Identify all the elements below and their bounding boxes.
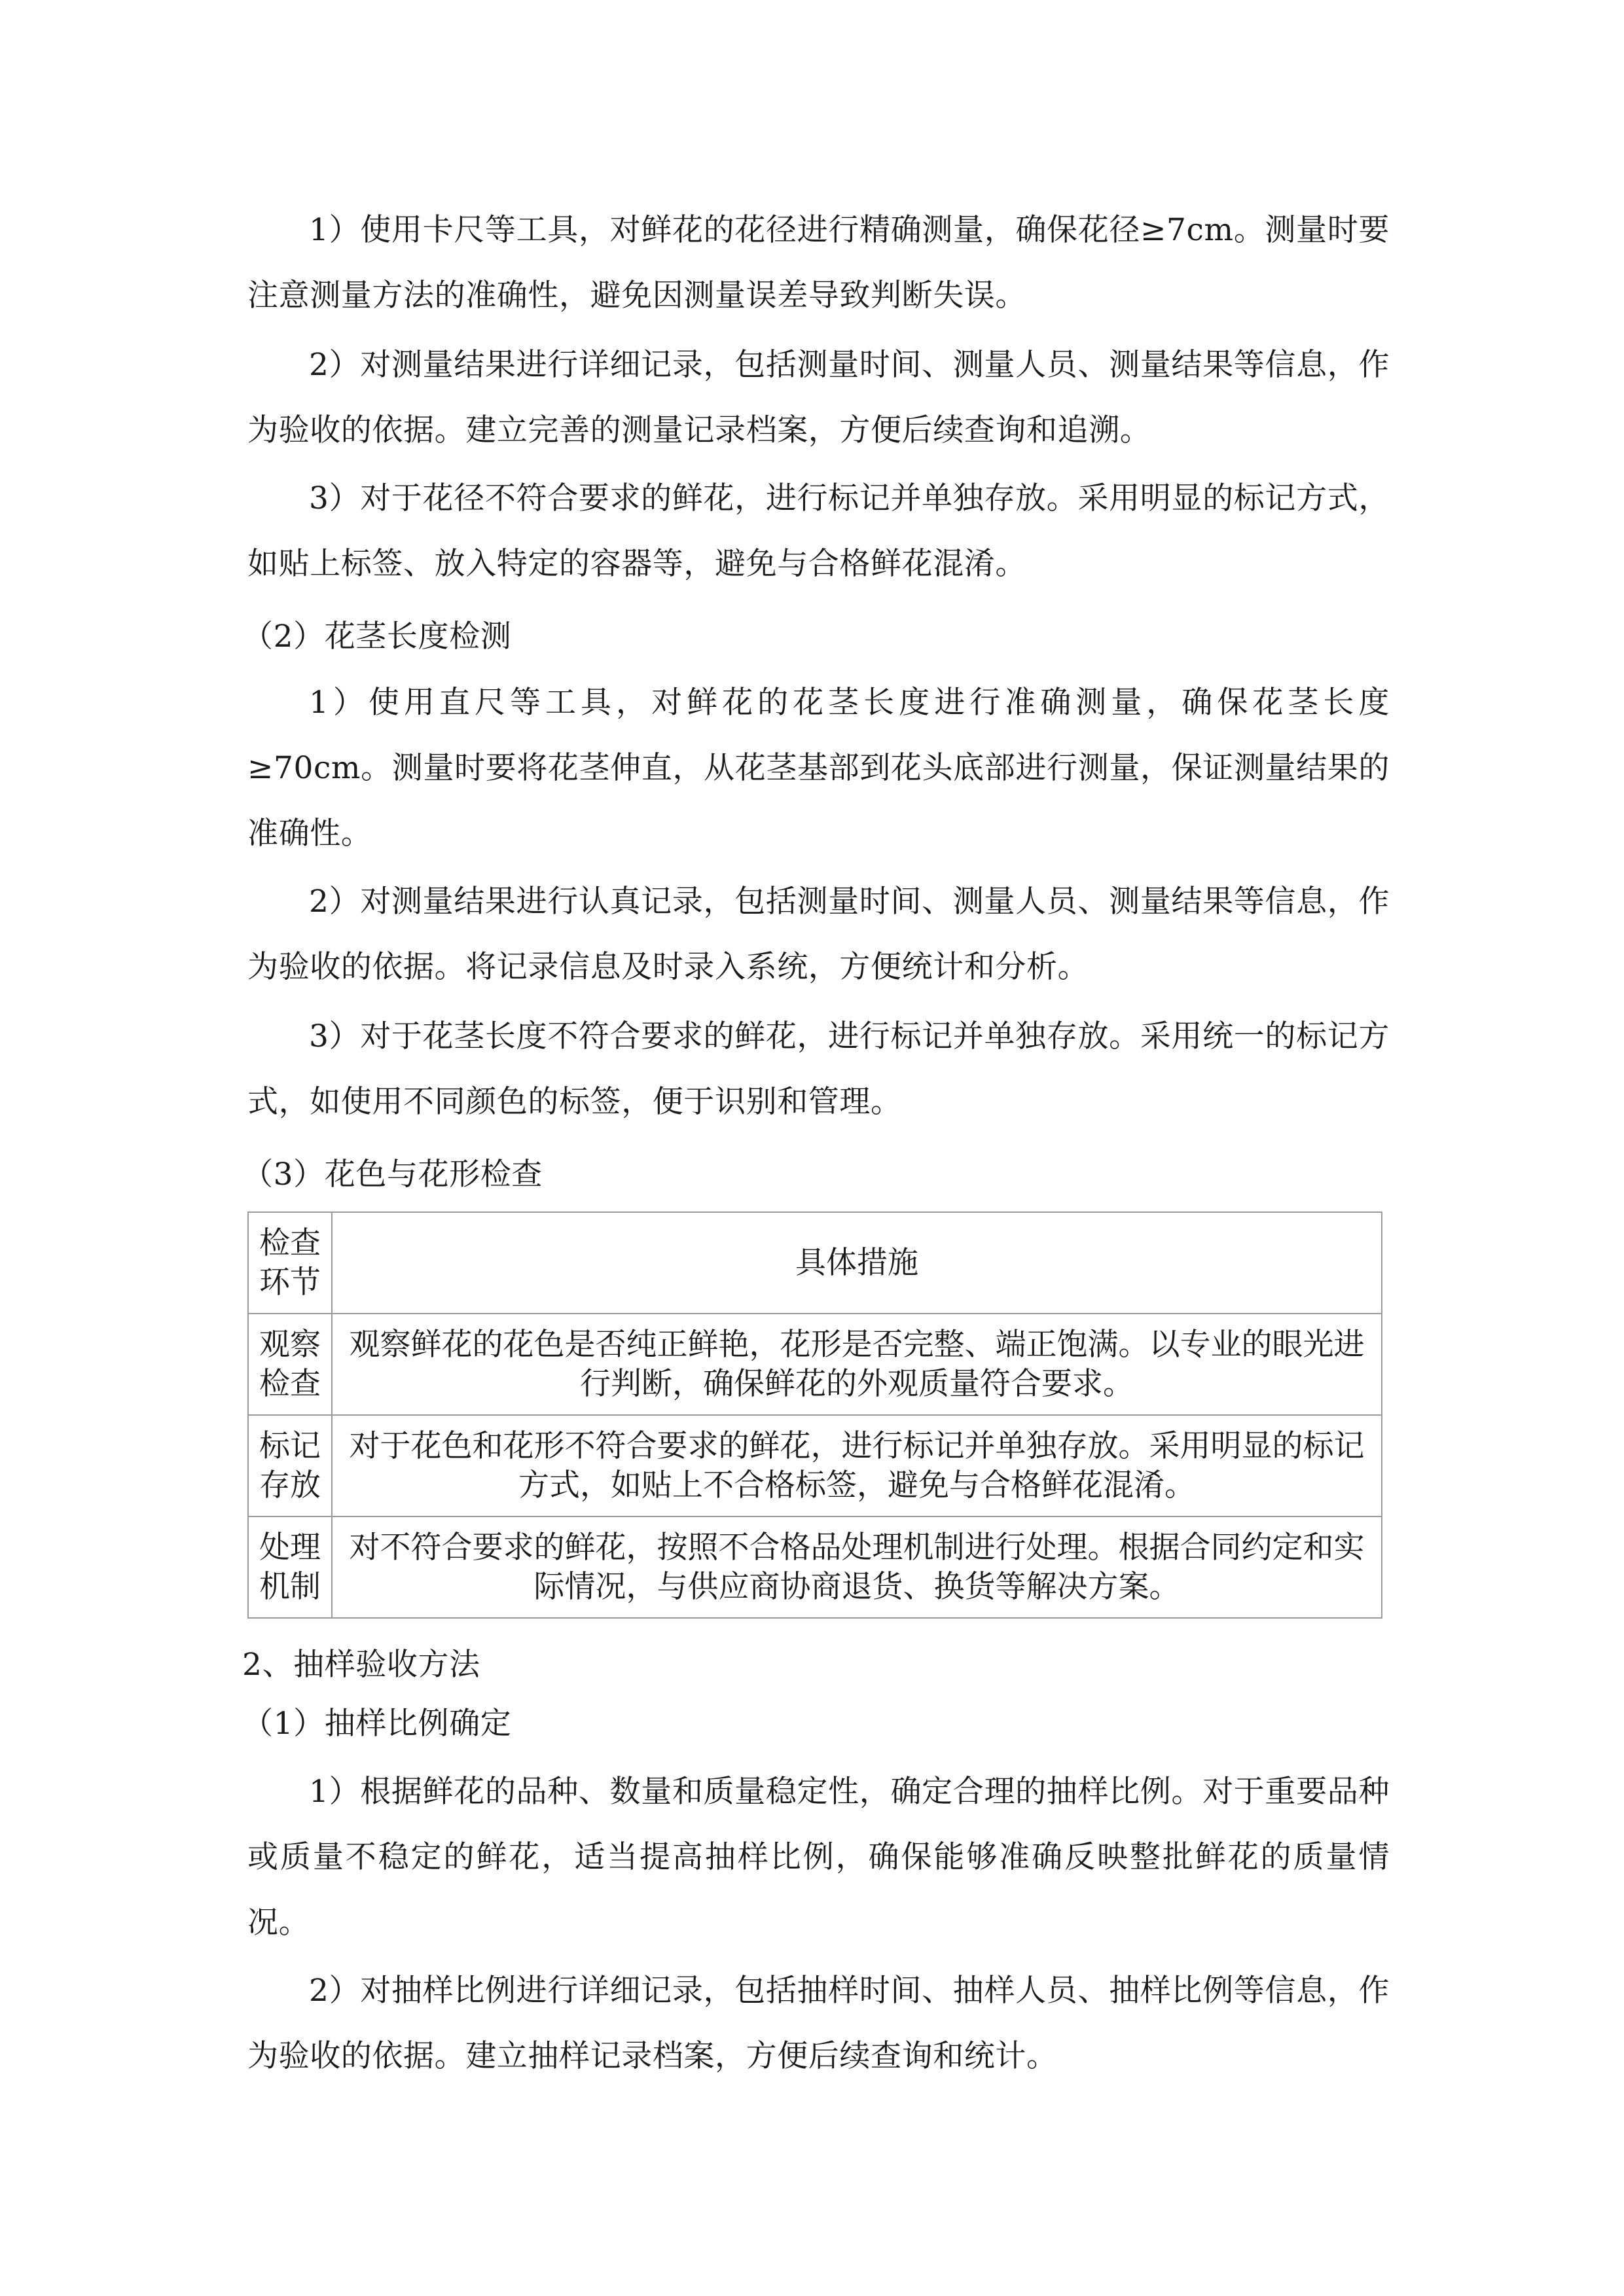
table-header-row (248, 1212, 1382, 1314)
table-header-cell: 检查环节 (248, 1212, 332, 1314)
paragraph-flower-diameter-mark: 3）对于花径不符合要求的鲜花，进行标记并单独存放。采用明显的标记方式，如贴上标签、放入特定的容器等，避免与合格鲜花混淆。 (247, 480, 1390, 582)
paragraph-stem-length-measure: 1）使用直尺等工具，对鲜花的花茎长度进行准确测量，确保花茎长度≥70cm。测量时要将花茎伸直，从花茎基部到花头底部进行测量，保证测量结果的准确性。 (247, 685, 1390, 852)
paragraph-stem-length-record: 2）对测量结果进行认真记录，包括测量时间、测量人员、测量结果等信息，作为验收的依据。将记录信息及时录入系统，方便统计和分析。 (247, 884, 1390, 985)
table-row (248, 1415, 1382, 1516)
paragraph-sampling-ratio-determine: 1）根据鲜花的品种、数量和质量稳定性，确定合理的抽样比例。对于重要品种或质量不稳定的鲜花，适当提高抽样比例，确保能够准确反映整批鲜花的质量情况。 (247, 1774, 1390, 1941)
table-cell-measure: 对不符合要求的鲜花，按照不合格品处理机制进行处理。根据合同约定和实际情况，与供应商协商退货、换货等解决方案。 (332, 1516, 1382, 1618)
paragraph-stem-length-mark: 3）对于花茎长度不符合要求的鲜花，进行标记并单独存放。采用统一的标记方式，如使用不同颜色的标签，便于识别和管理。 (247, 1018, 1390, 1120)
table-cell-step: 标记存放 (248, 1415, 332, 1516)
table-cell-step: 处理机制 (248, 1516, 332, 1618)
table-cell-step: 观察检查 (248, 1314, 332, 1415)
paragraph-flower-diameter-measure: 1）使用卡尺等工具，对鲜花的花径进行精确测量，确保花径≥7cm。测量时要注意测量方法的准确性，避免因测量误差导致判断失误。 (247, 212, 1390, 314)
table-cell-measure: 对于花色和花形不符合要求的鲜花，进行标记并单独存放。采用明显的标记方式，如贴上不合格标签，避免与合格鲜花混淆。 (332, 1415, 1382, 1516)
table-cell-measure: 观察鲜花的花色是否纯正鲜艳，花形是否完整、端正饱满。以专业的眼光进行判断，确保鲜花的外观质量符合要求。 (332, 1314, 1382, 1415)
table-row (248, 1314, 1382, 1415)
paragraph-sampling-ratio-record: 2）对抽样比例进行详细记录，包括抽样时间、抽样人员、抽样比例等信息，作为验收的依据。建立抽样记录档案，方便后续查询和统计。 (247, 1973, 1390, 2074)
heading-stem-length: （2）花茎长度检测 (242, 619, 512, 655)
heading-sampling-method: 2、抽样验收方法 (242, 1647, 480, 1683)
table-row (248, 1516, 1382, 1618)
heading-sampling-ratio: （1）抽样比例确定 (242, 1706, 512, 1742)
heading-color-shape: （3）花色与花形检查 (242, 1157, 543, 1193)
table-header-cell: 具体措施 (332, 1212, 1382, 1314)
paragraph-flower-diameter-record: 2）对测量结果进行详细记录，包括测量时间、测量人员、测量结果等信息，作为验收的依据。建立完善的测量记录档案，方便后续查询和追溯。 (247, 347, 1390, 448)
inspection-table (247, 1211, 1382, 1619)
